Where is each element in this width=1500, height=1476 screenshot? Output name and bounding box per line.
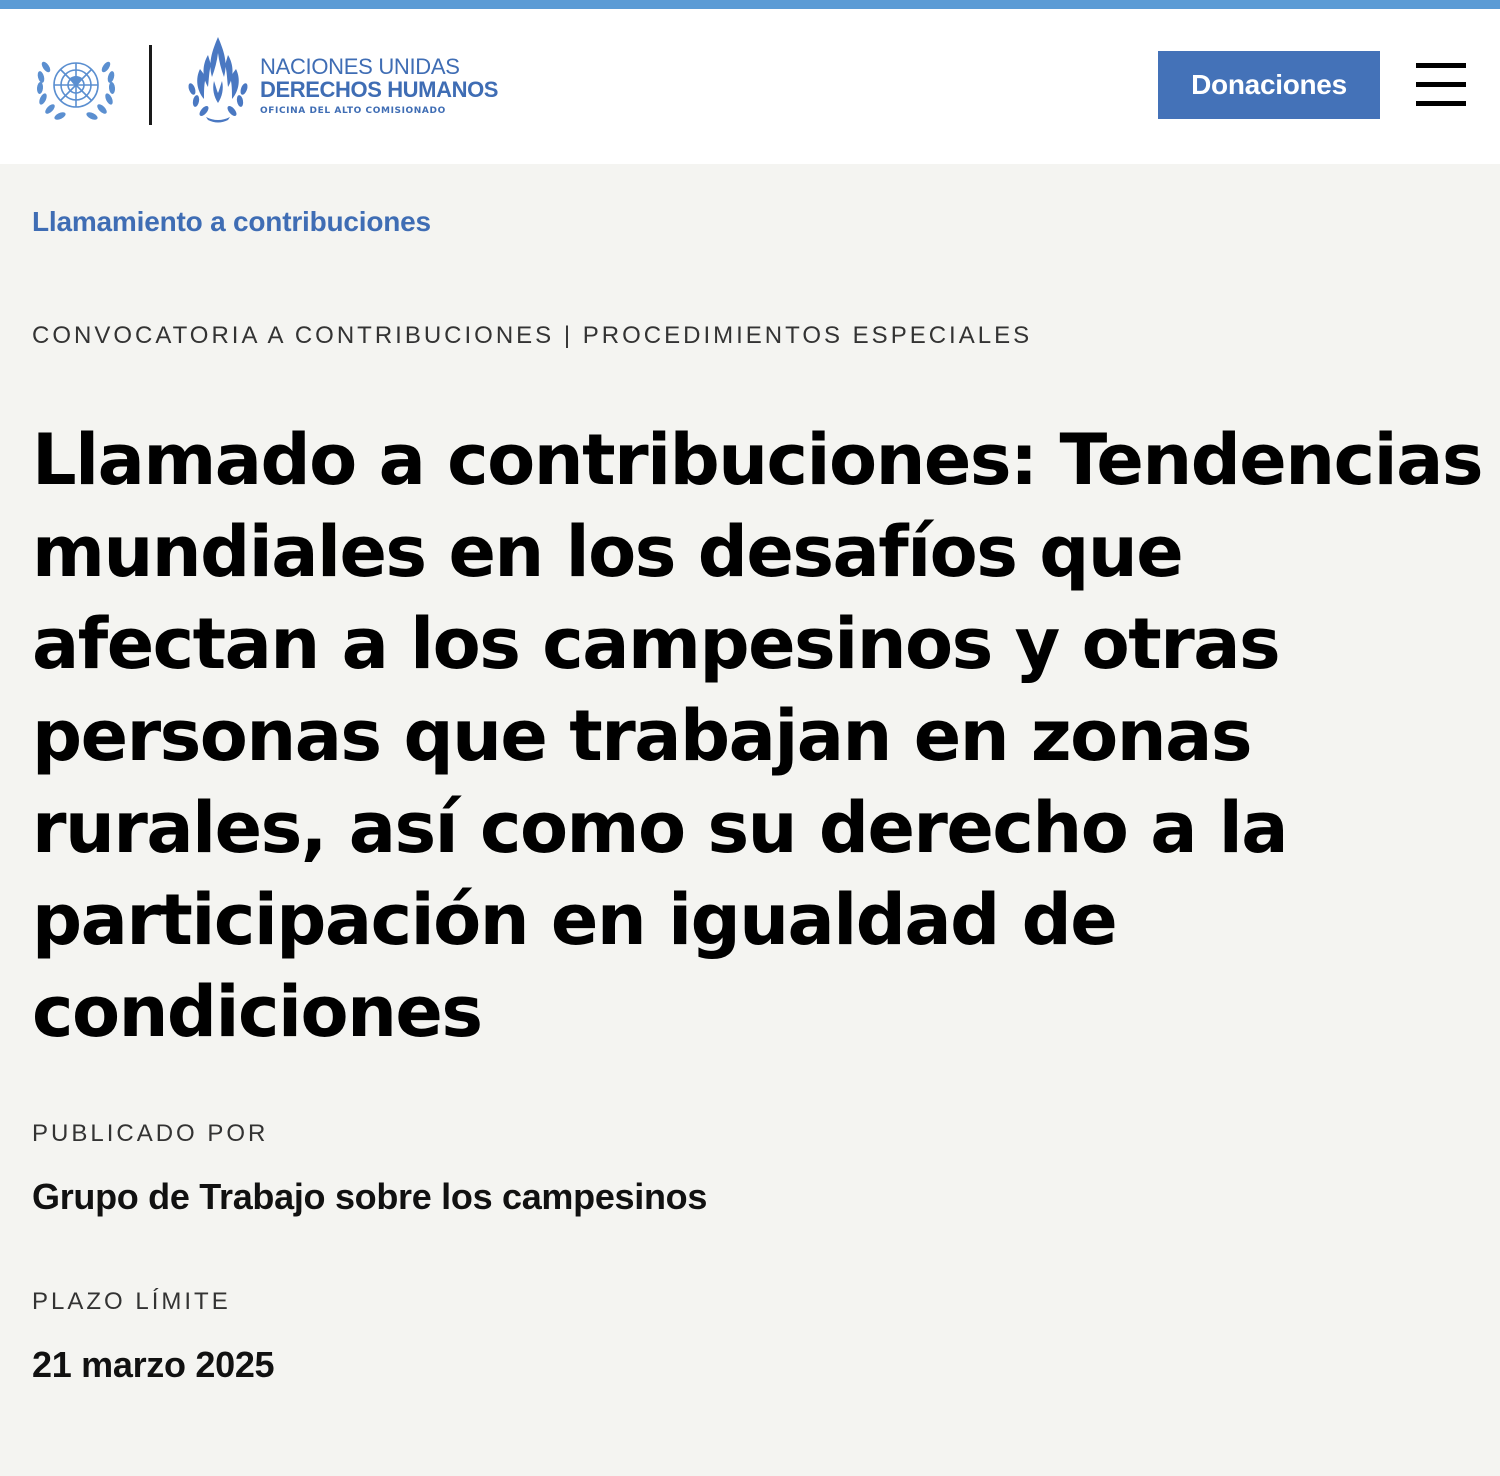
top-accent-stripe (0, 0, 1500, 9)
org-name-line2: DERECHOS HUMANOS (260, 77, 499, 102)
site-header (0, 9, 1500, 164)
menu-bar (1416, 101, 1466, 106)
header-divider (149, 45, 152, 125)
hamburger-menu-icon[interactable] (1416, 63, 1466, 107)
org-wordmark[interactable] (260, 56, 498, 116)
published-by-value: Grupo de Trabajo sobre los campesinos (32, 1176, 708, 1217)
menu-bar (1416, 82, 1466, 87)
org-name-line1: NACIONES UNIDAS (260, 54, 460, 79)
ohchr-flame-icon[interactable] (182, 33, 254, 125)
page-title: Llamado a contribuciones: Tendencias mundiales en los desafíos que afectan a los campesinos y otras personas que trabajan en zonas rurales, así como su derecho a la participación en igualdad de condiciones (32, 419, 1483, 1053)
breadcrumb-link[interactable]: Llamamiento a contribuciones (32, 206, 431, 237)
deadline-label: PLAZO LÍMITE (32, 1288, 231, 1315)
article-category: CONVOCATORIA A CONTRIBUCIONES | PROCEDIMIENTOS ESPECIALES (32, 322, 1033, 349)
donate-button[interactable]: Donaciones (1158, 51, 1380, 119)
deadline-value: 21 marzo 2025 (32, 1344, 275, 1385)
published-by-label: PUBLICADO POR (32, 1120, 269, 1147)
org-name-line3: OFICINA DEL ALTO COMISIONADO (260, 106, 446, 116)
menu-bar (1416, 63, 1466, 68)
un-emblem-icon[interactable] (32, 45, 120, 129)
